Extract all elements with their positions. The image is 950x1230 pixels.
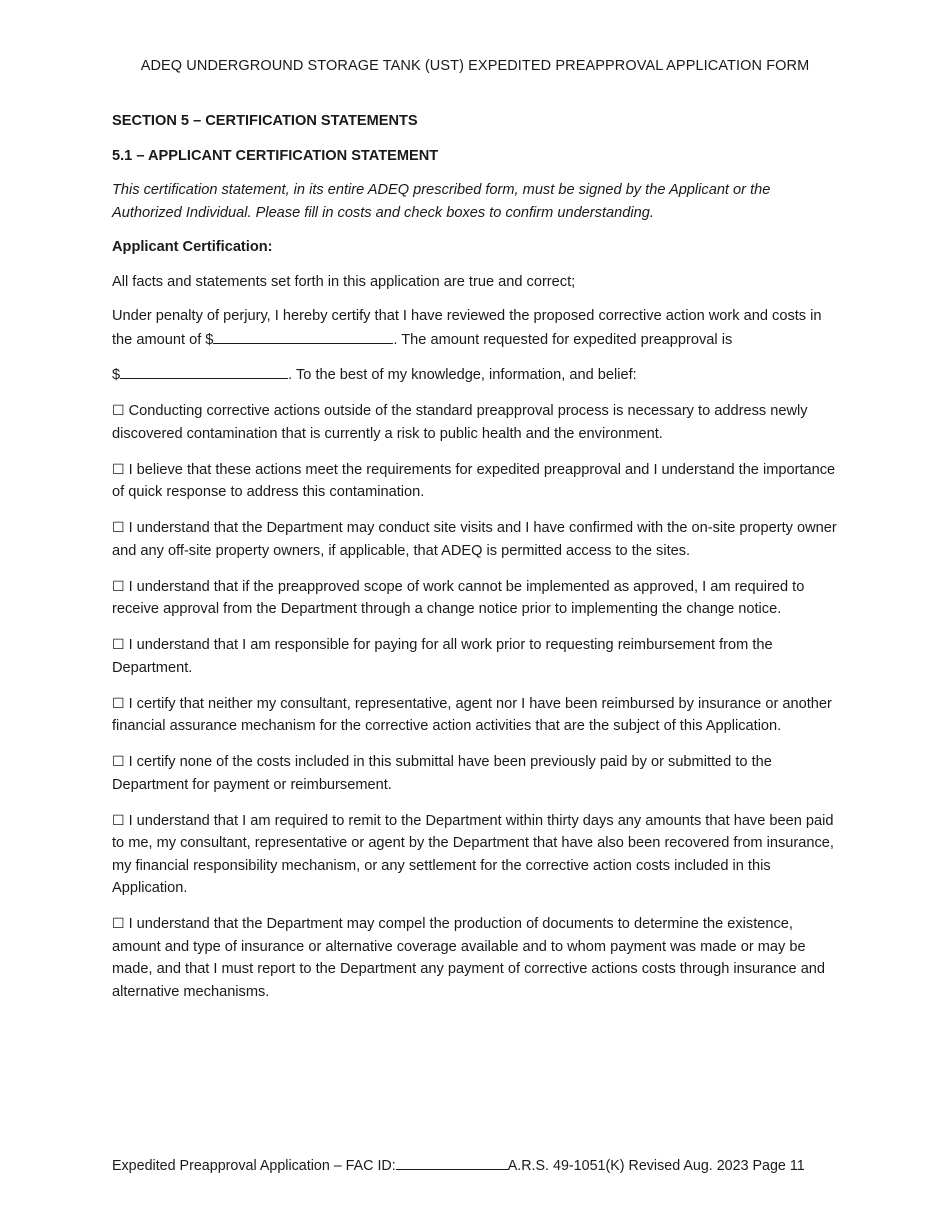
form-header: ADEQ UNDERGROUND STORAGE TANK (UST) EXPEDITED PREAPPROVAL APPLICATION FORM	[140, 58, 810, 74]
certification-item	[112, 517, 840, 562]
certification-item	[112, 810, 840, 900]
certification-item-text: Conducting corrective actions outside of the standard preapproval process is necessary to address newly discovered contamination that is currently a risk to public health and the environment.	[112, 403, 808, 442]
page-footer	[112, 1154, 805, 1174]
certification-item-text: I understand that I am required to remit to the Department within thirty days any amounts that have been paid to me, my consultant, representative or agent by the Department that have also been recovered from insurance, my financial responsibility mechanism, or any settlement for the corrective action costs included in this Application.	[112, 812, 834, 896]
requested-amount-dollar-sign: $	[112, 367, 121, 383]
checkbox-icon[interactable]: ☐	[112, 695, 125, 712]
reviewed-costs-text: Under penalty of perjury, I hereby certify that I have reviewed the proposed corrective action work and costs in the amount of $	[112, 308, 822, 348]
certification-section	[112, 110, 840, 1003]
checkbox-icon[interactable]: ☐	[112, 812, 125, 829]
certification-item	[112, 751, 840, 796]
checkbox-list	[112, 400, 840, 1003]
checkbox-icon[interactable]: ☐	[112, 403, 125, 419]
requested-amount-text-after: . To the best of my knowledge, information, and belief:	[288, 367, 637, 383]
intro-text: This certification statement, in its entire ADEQ prescribed form, must be signed by the Applicant or the Authorized Individual. Please fill in costs and check boxes to confirm understanding.	[112, 182, 771, 221]
subsection-title: 5.1 – APPLICANT CERTIFICATION STATEMENT	[112, 147, 439, 164]
checkbox-icon[interactable]: ☐	[112, 520, 125, 536]
checkbox-icon[interactable]: ☐	[112, 637, 125, 653]
certification-item	[112, 693, 840, 738]
footer-left-text: Expedited Preapproval Application – FAC ID:	[112, 1158, 396, 1174]
certification-item	[112, 576, 840, 621]
section-title: SECTION 5 – CERTIFICATION STATEMENTS	[112, 113, 418, 129]
certification-item-text: I understand that if the preapproved scope of work cannot be implemented as approved, I am required to receive approval from the Department through a change notice prior to implementing the change notice.	[112, 578, 805, 617]
certification-item	[112, 913, 840, 1003]
requested-amount-field[interactable]	[120, 363, 288, 379]
fac-id-field[interactable]	[396, 1154, 508, 1170]
certification-item-text: I certify none of the costs included in this submittal have been previously paid by or submitted to the Department for payment or reimbursement.	[112, 754, 772, 793]
reviewed-costs-text-after: . The amount requested for expedited preapproval is	[393, 331, 733, 348]
facts-statement: All facts and statements set forth in this application are true and correct;	[112, 273, 576, 290]
reviewed-costs-statement	[112, 305, 840, 351]
certification-item-text: I believe that these actions meet the requirements for expedited preapproval and I understand the importance of quick response to address this contamination.	[112, 461, 836, 500]
certification-item-text: I understand that the Department may conduct site visits and I have confirmed with the on-site property owner and any off-site property owners, if applicable, that ADEQ is permitted access to the sites.	[112, 520, 837, 559]
reviewed-costs-amount-field[interactable]	[213, 328, 393, 344]
certification-item-text: I understand that I am responsible for paying for all work prior to requesting reimbursement from the Department.	[112, 637, 773, 676]
checkbox-icon[interactable]: ☐	[112, 461, 125, 478]
checkbox-icon[interactable]: ☐	[112, 754, 125, 770]
certification-item	[112, 400, 840, 445]
requested-amount-statement	[112, 363, 840, 387]
certification-item	[112, 459, 840, 504]
applicant-certification-label: Applicant Certification:	[112, 239, 273, 255]
certification-item-text: I certify that neither my consultant, representative, agent nor I have been reimbursed by insurance or another financial assurance mechanism for the corrective action activities that are the subject of this Application.	[112, 695, 832, 734]
certification-item-text: I understand that the Department may compel the production of documents to determine the existence, amount and type of insurance or alternative coverage available and to whom payment was made or may be made, and that I must report to the Department any payment of corrective actions costs through insurance and alternative mechanisms.	[112, 916, 826, 1000]
checkbox-icon[interactable]: ☐	[112, 916, 125, 932]
checkbox-icon[interactable]: ☐	[112, 578, 125, 595]
footer-right-text: A.R.S. 49-1051(K) Revised Aug. 2023 Page 11	[507, 1158, 805, 1174]
certification-item	[112, 634, 840, 679]
